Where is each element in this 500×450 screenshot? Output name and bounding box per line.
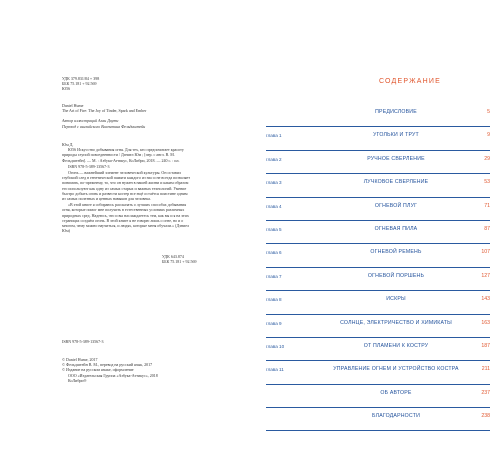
toc-page-number: 53 [484,179,490,186]
toc-row[interactable] [266,221,490,244]
toc-row[interactable] [266,151,490,174]
toc-page-number: 71 [484,202,490,209]
toc-entry-title: СОЛНЦЕ, ЭЛЕКТРИЧЕСТВО И ХИМИКАТЫ [340,319,452,326]
udk-line: УДК 379.831/84 + 398 [62,76,100,81]
toc-page-number: 238 [481,413,490,420]
toc-page-number: 29 [484,155,490,162]
toc-row[interactable] [266,198,490,221]
isbn-main: ISBN 978-5-389-13567-3 [68,163,110,169]
toc-entry-title: БЛАГОДАРНОСТИ [372,413,420,420]
toc-row[interactable] [266,315,490,338]
toc-page-number: 143 [481,296,490,303]
toc-chapter: глава 1 [266,133,282,139]
isbn-second: ISBN 978-5-389-13567-3 [62,339,104,344]
toc-chapter: глава 3 [266,180,282,186]
description-para-1: Огонь — важнейший элемент человеческой культуры. Он оставил глубокий след в генетической памяти каждого из нас и не всегда позволяет понимать, по-прежнему, то, что он нужен в нашей жизни и каким образом его используют как одну из самых старых и важных технологий. Умение быстро добыть огонь и развести костер все ещё остаётся поистине одним из самых полезных и ценных навыков для человека. [62,170,191,202]
toc-chapter: глава 10 [266,343,285,349]
toc-row[interactable] [266,408,490,431]
toc-rule [266,430,490,431]
udk-codes [62,76,99,92]
copyright-line: КоЛибри® [68,377,87,383]
toc-chapter: глава 5 [266,226,282,232]
toc-entry-title: ОГНЕВОЙ РЕМЕНЬ [370,249,422,256]
toc-row[interactable] [266,268,490,291]
toc-chapter: глава 9 [266,320,282,326]
description-para-2: «В этой книге я собираюсь рассказать о лучших способах добывания огня, которые помог мне получить в естественных условиях различных природных сред. Надеюсь, что и вы наслаждаетесь тем, как вы и я на этих страницах создаём огонь. В этой книге я не говорю лишь о огне, но и о многом, чему можно научиться, и людях, которые меня обучали.» (Дэниел Юм) [62,202,189,234]
catalog-head: Юм Д. [62,142,74,147]
catalog-body: Ю56 Искусство добывания огня. Для тех, кто предпочитает красоту природы глупой повседневности / Дэниел Юм ; [пер. с англ. В. М. Фельдштейн]. — М. : Азбука-Аттикус, КоЛибри, 2018. — 240 с. : ил. [62,147,184,163]
toc-entry-title: ОТ ПЛАМЕНИ К КОСТРУ [363,342,429,349]
original-credits [62,103,146,129]
toc-page-number: 163 [481,319,490,326]
toc-chapter: глава 6 [266,250,282,256]
toc-title: СОДЕРЖАНИЕ [378,78,442,85]
bbk-secondary: ББК 75.181 + 92.569 [162,259,197,265]
toc-chapter: глава 8 [266,297,282,303]
toc-row[interactable] [266,338,490,361]
toc-entry-title: ЛУЧКОВОЕ СВЕРЛЕНИЕ [363,179,429,186]
copyright-line: © Издание на русском языке, оформление [62,367,134,373]
toc-entry-title: ОГНЕВАЯ ПИЛА [374,225,418,232]
catalog-entry [62,142,192,234]
toc-chapter: глава 11 [266,367,284,373]
toc-page-number: 211 [481,366,490,373]
toc-chapter: глава 7 [266,273,282,279]
toc-chapter: глава 4 [266,203,282,209]
toc-page-number: 5 [487,109,490,115]
copyright-block [62,357,158,383]
toc-entry-title: ПРЕДИСЛОВИЕ [375,109,417,115]
toc-chapter: глава 2 [266,156,282,162]
original-title: The Art of Fire: The Joy of Tinder, Spark and Ember [62,108,147,114]
toc-row[interactable] [266,244,490,267]
toc-row[interactable] [266,291,490,314]
toc-page-number: 187 [481,342,490,349]
toc-entry-title: УГОЛЬКИ И ТРУТ [373,132,419,139]
toc-entry-title: РУЧНОЕ СВЕРЛЕНИЕ [367,155,425,162]
copyright-line: © Daniel Hume, 2017 [62,357,98,362]
copyright-line: © Фельдштейн В. М., перевод на русский язык, 2017 [62,362,153,368]
author-mark: Ю56 [62,86,71,92]
toc-row[interactable] [266,361,490,384]
toc-entry-title: УПРАВЛЕНИЕ ОГНЕМ И УСТРОЙСТВО КОСТРА [333,366,459,373]
bbk-line: ББК 75.181 + 92.569 [62,81,97,87]
secondary-codes [162,254,197,264]
translator-credit: Перевод с английского Валентина Фельдиштейн [62,123,146,129]
toc-entry-title: ОБ АВТОРЕ [380,389,412,396]
copyright-line: ООО «Издательская Группа «Азбука-Аттикус», 2018 [68,372,158,378]
toc-entry-title: ОГНЕВОЙ ПОРШЕНЬ [367,272,425,279]
toc-row[interactable] [266,385,490,408]
toc-page-number: 87 [484,225,490,232]
toc-row[interactable] [266,174,490,197]
toc-list [266,104,490,431]
toc-entry-title: ИСКРЫ [386,296,406,303]
toc-row[interactable] [266,104,490,127]
illustrator-credit: Автор иллюстраций Алан Даути [62,118,119,124]
original-author: Daniel Hume [62,103,84,108]
toc-row[interactable] [266,127,490,150]
toc-page-number: 237 [481,389,490,396]
contents-page [250,0,500,450]
toc-page-number: 127 [481,272,490,279]
toc-page-number: 107 [481,249,490,256]
udk-secondary: УДК 643.874 [162,254,184,259]
toc-page-number: 9 [487,132,490,139]
toc-entry-title: ОГНЕВОЙ ПЛУГ [374,202,418,209]
